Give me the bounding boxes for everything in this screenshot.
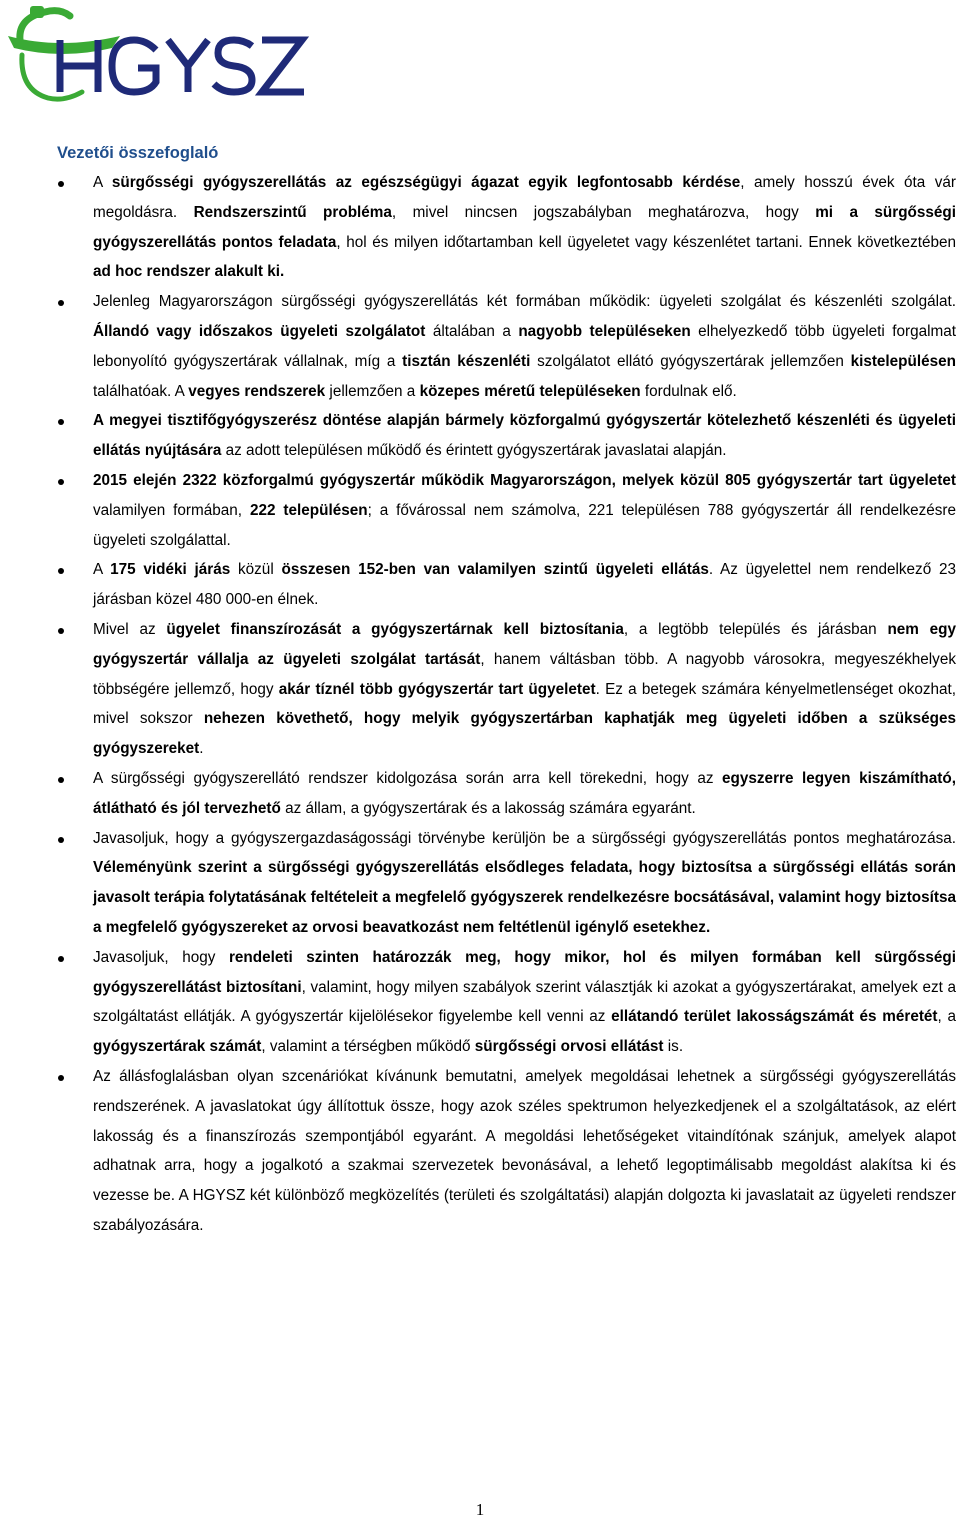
bullet-dot-icon [58, 956, 64, 962]
text-run: , valamint, hogy milyen szabályok szerint választják ki azokat a gyógyszertárakat, amelyek ezt a szolgáltatást ellátják. A gyógyszertár kijelölésekor figyelembe kell venni az [93, 978, 956, 1026]
text-run: , a [937, 1008, 956, 1026]
text-run: elhelyezkedő több ügyeleti forgalmat lebonyolító gyógyszertárak vállalnak, míg a [93, 322, 956, 370]
bullet-dot-icon [58, 419, 64, 425]
bullet-item [0, 555, 960, 615]
bold-text-run: ügyelet finanszírozását a gyógyszertárnak kell biztosítania [166, 620, 624, 638]
text-run: . Ez a betegek számára kényelmetlenséget okozhat, mivel sokszor [93, 680, 957, 728]
bold-text-run: 222 településen [249, 501, 368, 519]
bold-text-run: közepes méretű településeken [419, 382, 641, 400]
bold-text-run: kistelepülésen [850, 352, 956, 370]
text-run: , a legtöbb település és járásban [623, 620, 888, 638]
bullet-item [0, 1062, 960, 1241]
text-run: Javasoljuk, hogy a gyógyszergazdaságossági törvénybe kerüljön be a sürgősségi gyógyszerellátás pontos meghatározása. [93, 829, 956, 847]
bold-text-run: ad hoc rendszer alakult ki. [93, 263, 285, 281]
text-run: szolgálatot ellátó gyógyszertárak jellemzően [530, 352, 851, 370]
bold-text-run: Rendszerszintű probléma [193, 203, 392, 221]
text-run: , mivel nincsen jogszabályban meghatározva, hogy [391, 203, 816, 221]
bullet-item [0, 615, 960, 764]
section-heading: Vezetői összefoglaló [57, 144, 219, 162]
text-run: , valamint a térségben működő [261, 1038, 475, 1056]
text-run: . Az ügyelettel nem rendelkező 23 járásban közel 480 000-en élnek. [93, 561, 956, 609]
bullet-item [0, 943, 960, 1062]
summary-bullet-list [0, 168, 960, 1241]
text-run: , hanem váltásban több. A nagyobb városokra, megyeszékhelyek többségére jellemző, hogy [93, 650, 956, 698]
bullet-text [93, 615, 956, 764]
text-run: fordulnak elő. [640, 382, 737, 400]
text-run: az adott településen működő és érintett gyógyszertárak javaslatai alapján. [221, 442, 727, 460]
bullet-item [0, 466, 960, 555]
bold-text-run: sürgősségi orvosi ellátást [474, 1038, 664, 1056]
text-run: , hol és milyen időtartamban kell ügyeletet vagy készenlétet tartani. Ennek következtében [336, 233, 956, 251]
bold-text-run: nagyobb településeken [518, 322, 691, 340]
bold-text-run: összesen 152-ben van valamilyen szintű ügyeleti ellátás [281, 561, 709, 579]
bullet-text [93, 824, 956, 943]
text-run: közül [230, 561, 282, 579]
text-run: A sürgősségi gyógyszerellátó rendszer kidolgozása során arra kell törekedni, hogy az [93, 769, 723, 787]
bullet-text [93, 1062, 956, 1241]
bold-text-run: ellátandó terület lakosságszámát és méretét [611, 1008, 938, 1026]
bullet-text [93, 943, 956, 1062]
bullet-item [0, 824, 960, 943]
bold-text-run: Véleményünk szerint a sürgősségi gyógyszerellátás elsődleges feladata, hogy biztosítsa a sürgősségi ellátás során javasolt terápia folytatásának feltételeit a megfelelő gyógyszerek rendelkezésre bocsátásával, valamint hogy biztosítsa a megfelelő gyógyszereket az orvosi beavatkozást nem feltétlenül igénylő esetekhez. [93, 859, 956, 936]
text-run: találhatóak. A [93, 382, 189, 400]
text-run: Jelenleg Magyarországon sürgősségi gyógyszerellátás két formában működik: ügyeleti szolgálat és készenléti szolgálat. [93, 293, 956, 311]
bold-text-run: Állandó vagy időszakos ügyeleti szolgálatot [93, 322, 426, 340]
bold-text-run: tisztán készenléti [402, 352, 531, 370]
bullet-text [93, 555, 956, 615]
bullet-item [0, 406, 960, 466]
text-run: A [93, 561, 111, 579]
bold-text-run: 2015 elején 2322 közforgalmú gyógyszertár működik Magyarországon, melyek közül 805 gyógyszertár tart ügyeletet [93, 471, 956, 489]
bullet-dot-icon [58, 479, 64, 485]
bold-text-run: A megyei tisztifőgyógyszerész döntése alapján bármely közforgalmú gyógyszertár kötelezhető készenléti és ügyeleti ellátás nyújtására [93, 412, 956, 460]
bullet-dot-icon [58, 628, 64, 634]
bold-text-run: gyógyszertárak számát [93, 1038, 262, 1056]
bullet-dot-icon [58, 837, 64, 843]
text-run: általában a [425, 322, 519, 340]
bullet-dot-icon [58, 568, 64, 574]
bold-text-run: egyszerre legyen kiszámítható, átlátható és jól tervezhető [93, 769, 956, 817]
bullet-dot-icon [58, 777, 64, 783]
bullet-dot-icon [58, 300, 64, 306]
text-run: valamilyen formában, [93, 501, 250, 519]
bold-text-run: sürgősségi gyógyszerellátás az egészségügyi ágazat egyik legfontosabb kérdése [111, 174, 741, 191]
bold-text-run: akár tíznél több gyógyszertár tart ügyeletet [278, 680, 596, 698]
text-run: , amely hosszú évek óta vár megoldásra. [93, 174, 957, 221]
bullet-text [93, 168, 956, 287]
text-run: is. [663, 1038, 684, 1056]
text-run: . [199, 740, 204, 758]
bullet-dot-icon [58, 181, 64, 187]
bullet-text [93, 764, 956, 824]
bullet-dot-icon [58, 1075, 64, 1081]
bullet-item [0, 168, 960, 287]
text-run: ; a fővárossal nem számolva, 221 településen 788 gyógyszertár áll rendelkezésre ügyeleti szolgálattal. [93, 501, 957, 549]
text-run: jellemzően a [325, 382, 420, 400]
text-run: Javasoljuk, hogy [93, 948, 229, 966]
page-number: 1 [475, 1500, 485, 1519]
bullet-text [93, 466, 956, 555]
text-run: az állam, a gyógyszertárak és a lakosság számára egyaránt. [280, 799, 696, 817]
text-run: Mivel az [93, 620, 167, 638]
bold-text-run: nehezen követhető, hogy melyik gyógyszertárban kaphatják meg ügyeleti időben a szükséges gyógyszereket [93, 710, 956, 758]
hgysz-logo [0, 0, 320, 110]
bold-text-run: vegyes rendszerek [188, 382, 326, 400]
bold-text-run: mi a sürgősségi gyógyszerellátás pontos feladata [93, 203, 956, 251]
bullet-text [93, 406, 956, 466]
bullet-item [0, 764, 960, 824]
text-run: A [93, 174, 112, 191]
bold-text-run: nem egy gyógyszertár vállalja az ügyeleti szolgálat tartását [93, 620, 956, 668]
bold-text-run: 175 vidéki járás [110, 561, 231, 579]
text-run: Az állásfoglalásban olyan szcenáriókat kívánunk bemutatni, amelyek megoldásai lehetnek a sürgősségi gyógyszerellátás rendszerének. A javaslatokat úgy állítottuk össze, hogy azok széles spektrumon helyezkedjenek el a szolgáltatások, az elért lakosság és a finanszírozás szempontjából egyaránt. A megoldási lehetőségeket vitaindítónak szánjuk, amelyek alapot adhatnak arra, hogy a jogalkotó a szakmai szervezetek bevonásával, a lehető legoptimálisabb megoldást alakítsa ki és vezesse be. A HGYSZ két különböző megközelítés (területi és szolgáltatási) alapján dolgozta ki javaslatait az ügyeleti rendszer szabályozására. [93, 1067, 956, 1234]
bullet-item [0, 287, 960, 406]
bullet-text [93, 287, 956, 406]
bold-text-run: rendeleti szinten határozzák meg, hogy mikor, hol és milyen formában kell sürgősségi gyógyszerellátást biztosítani [93, 948, 956, 996]
